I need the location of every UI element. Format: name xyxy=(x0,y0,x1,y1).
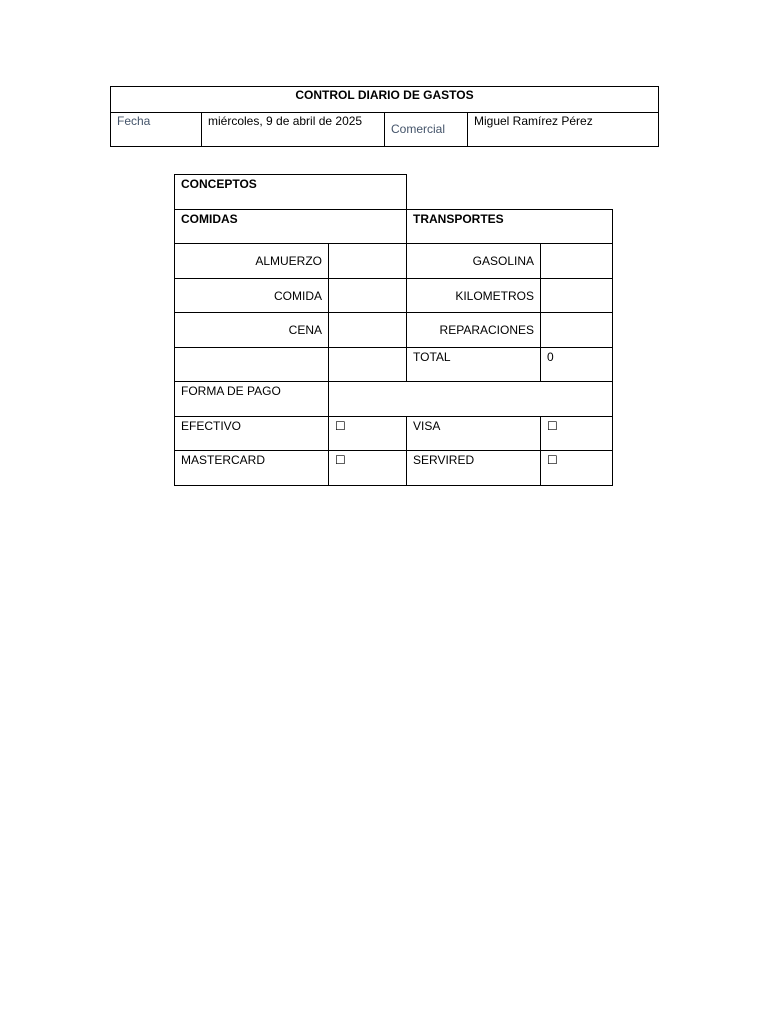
concept-row xyxy=(175,244,613,279)
fecha-label: Fecha xyxy=(111,113,202,147)
comidas-heading: COMIDAS xyxy=(175,209,407,244)
efectivo-checkbox[interactable] xyxy=(329,416,407,451)
fecha-field[interactable]: miércoles, 9 de abril de 2025 xyxy=(202,113,385,147)
conceptos-heading-row xyxy=(175,175,613,210)
visa-checkbox[interactable] xyxy=(541,416,613,451)
concept-row xyxy=(175,313,613,348)
mastercard-label: MASTERCARD xyxy=(175,451,329,486)
comercial-label: Comercial xyxy=(385,113,468,147)
conceptos-heading: CONCEPTOS xyxy=(175,175,407,210)
comida-input[interactable] xyxy=(329,278,407,313)
total-value: 0 xyxy=(541,347,613,382)
kilometros-label: KILOMETROS xyxy=(407,278,541,313)
category-heading-row xyxy=(175,209,613,244)
visa-label: VISA xyxy=(407,416,541,451)
transportes-heading: TRANSPORTES xyxy=(407,209,613,244)
efectivo-label: EFECTIVO xyxy=(175,416,329,451)
checkbox-icon[interactable]: ☐ xyxy=(547,418,558,433)
info-row xyxy=(111,113,659,147)
reparaciones-label: REPARACIONES xyxy=(407,313,541,348)
empty-cell xyxy=(329,347,407,382)
mastercard-checkbox[interactable] xyxy=(329,451,407,486)
blank-corner xyxy=(407,175,613,210)
payment-row xyxy=(175,416,613,451)
forma-pago-field[interactable] xyxy=(329,382,613,417)
total-row xyxy=(175,347,613,382)
document-title: CONTROL DIARIO DE GASTOS xyxy=(111,87,659,113)
total-label: TOTAL xyxy=(407,347,541,382)
reparaciones-input[interactable] xyxy=(541,313,613,348)
empty-cell xyxy=(175,347,329,382)
header-table xyxy=(110,86,659,147)
servired-checkbox[interactable] xyxy=(541,451,613,486)
checkbox-icon[interactable]: ☐ xyxy=(335,418,346,433)
almuerzo-input[interactable] xyxy=(329,244,407,279)
cena-input[interactable] xyxy=(329,313,407,348)
servired-label: SERVIRED xyxy=(407,451,541,486)
gasolina-label: GASOLINA xyxy=(407,244,541,279)
cena-label: CENA xyxy=(175,313,329,348)
conceptos-table xyxy=(174,174,613,486)
checkbox-icon[interactable]: ☐ xyxy=(335,453,346,467)
concept-row xyxy=(175,278,613,313)
comercial-field[interactable]: Miguel Ramírez Pérez xyxy=(468,113,659,147)
gasolina-input[interactable] xyxy=(541,244,613,279)
title-row xyxy=(111,87,659,113)
kilometros-input[interactable] xyxy=(541,278,613,313)
forma-pago-row xyxy=(175,382,613,417)
almuerzo-label: ALMUERZO xyxy=(175,244,329,279)
comida-label: COMIDA xyxy=(175,278,329,313)
checkbox-icon[interactable]: ☐ xyxy=(547,453,558,467)
forma-pago-heading: FORMA DE PAGO xyxy=(175,382,329,417)
payment-row xyxy=(175,451,613,486)
